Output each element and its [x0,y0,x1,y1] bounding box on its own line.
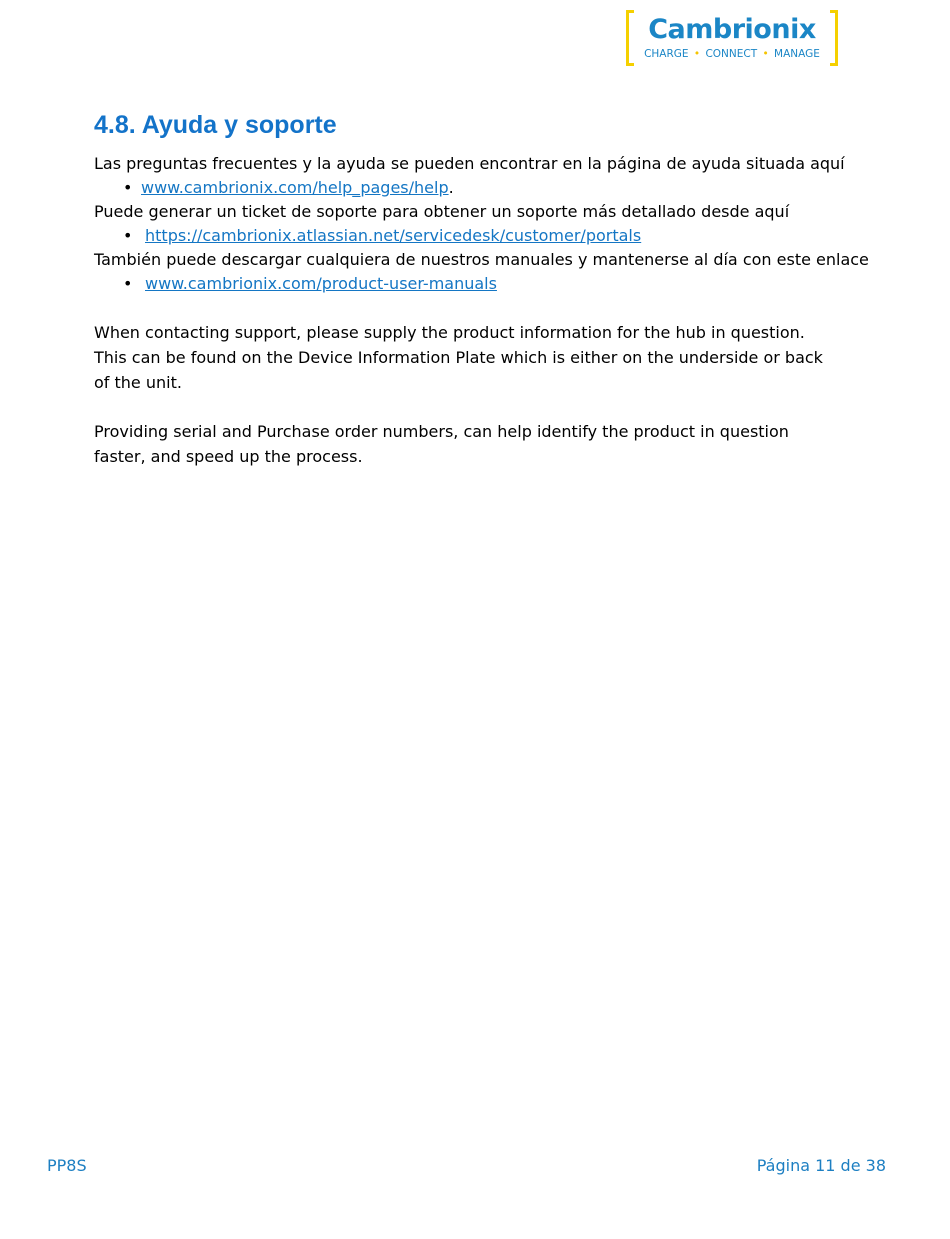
spacer [94,296,854,320]
logo-tagline-charge: CHARGE [644,48,689,60]
section-content [94,108,869,469]
logo-tagline [626,48,838,60]
logo-tagline-dot: • [762,48,769,60]
logo-tagline-manage: MANAGE [774,48,820,60]
cambrionix-logo [626,10,838,66]
footer-product-code: PP8S [47,1156,87,1175]
intro-manuals: También puede descargar cualquiera de nuestros manuales y mantenerse al día con este enlace [94,250,869,269]
section-title: 4.8. Ayuda y soporte [94,111,337,139]
servicedesk-portal-link[interactable]: https://cambrionix.atlassian.net/servicedesk/customer/portals [145,226,642,245]
intro-support-ticket: Puede generar un ticket de soporte para obtener un soporte más detallado desde aquí [94,202,790,221]
logo-brand-name: Cambrionix [648,14,816,45]
intro-help-pages: Las preguntas frecuentes y la ayuda se pueden encontrar en la página de ayuda situada aquí [94,154,845,173]
help-link-suffix: . [448,178,454,197]
bullet-icon: • [123,274,133,293]
bullet-help-link [94,176,854,200]
serial-numbers-paragraph: Providing serial and Purchase order numbers, can help identify the product in question faster, and speed up the process. [94,422,789,466]
help-pages-link[interactable]: www.cambrionix.com/help_pages/help [141,178,449,197]
logo-tagline-dot: • [693,48,701,60]
bullet-manuals-link [94,272,854,296]
footer-page-number: Página 11 de 38 [756,1156,886,1175]
spacer [94,395,854,419]
support-info-paragraph: When contacting support, please supply the product information for the hub in question. This can be found on the Device Information Plate which is either on the underside or back of the unit. [94,323,823,392]
logo-tagline-connect: CONNECT [705,48,758,60]
bullet-icon: • [123,178,133,197]
bullet-portal-link [94,224,854,248]
bullet-icon: • [123,226,133,245]
user-manuals-link[interactable]: www.cambrionix.com/product-user-manuals [145,274,497,293]
